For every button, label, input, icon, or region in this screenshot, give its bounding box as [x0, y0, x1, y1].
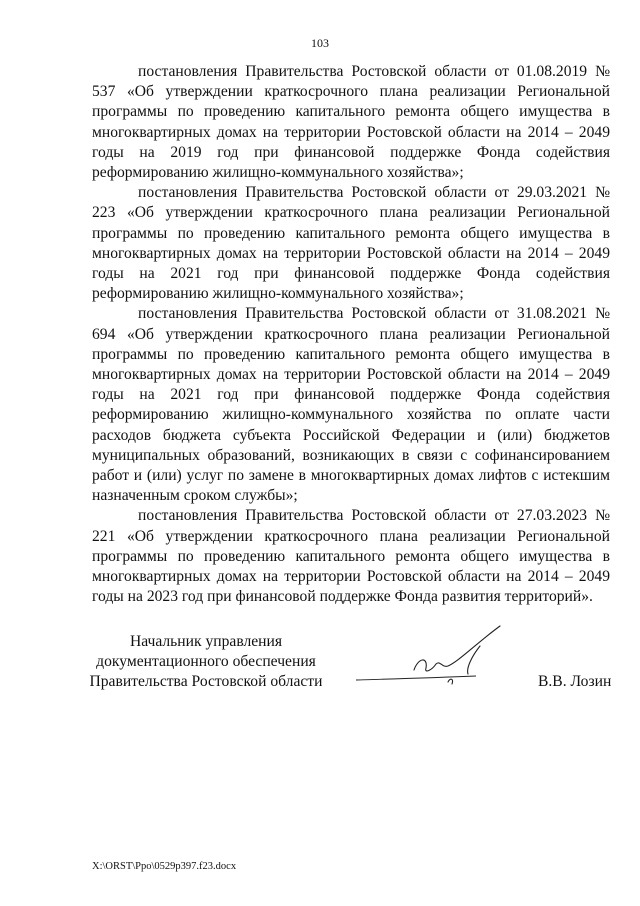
signature-block [0, 632, 640, 702]
paragraph-resolution-221: постановления Правительства Ростовской области от 27.03.2023 № 221 «Об утверждении краткосрочного плана реализации Региональной программы по проведению капитального ремонта общего имущества в многоквартирных домах на территории Ростовской области на 2014 – 2049 годы на 2023 год при финансовой поддержке Фонда развития территорий». [92, 507, 610, 606]
document-body [92, 62, 610, 607]
page-number: 103 [311, 36, 329, 50]
signer-title [88, 632, 324, 693]
signer-title-line: Начальник управления [129, 633, 283, 650]
paragraph-resolution-694: постановления Правительства Ростовской области от 31.08.2021 № 694 «Об утверждении краткосрочного плана реализации Региональной программы по проведению капитального ремонта общего имущества в многоквартирных домах на территории Ростовской области на 2014 – 2049 годы на 2021 год при финансовой поддержке Фонда содействия реформированию жилищно-коммунального хозяйства по оплате части расходов бюджета субъекта Российской Федерации и (или) бюджетов муниципальных образований, возникающих в связи с софинансированием работ и (или) услуг по замене в многоквартирных домах лифтов с истекшим назначенным сроком службы»; [92, 305, 610, 505]
paragraph-resolution-223: постановления Правительства Ростовской области от 29.03.2021 № 223 «Об утверждении краткосрочного плана реализации Региональной программы по проведению капитального ремонта общего имущества в многоквартирных домах на территории Ростовской области на 2014 – 2049 годы на 2021 год при финансовой поддержке Фонда содействия реформированию жилищно-коммунального хозяйства»; [92, 184, 610, 303]
signer-title-line: Правительства Ростовской области [89, 673, 323, 691]
file-path: X:\ORST\Ppo\0529p397.f23.docx [92, 861, 237, 872]
signer-title-line: документационного обеспечения [96, 653, 316, 671]
signer-name: В.В. Лозин [538, 673, 612, 690]
handwritten-signature [348, 622, 508, 702]
paragraph-resolution-537: постановления Правительства Ростовской области от 01.08.2019 № 537 «Об утверждении краткосрочного плана реализации Региональной программы по проведению капитального ремонта общего имущества в многоквартирных домах на территории Ростовской области на 2014 – 2049 годы на 2019 год при финансовой поддержке Фонда содействия реформированию жилищно-коммунального хозяйства»; [92, 63, 610, 182]
